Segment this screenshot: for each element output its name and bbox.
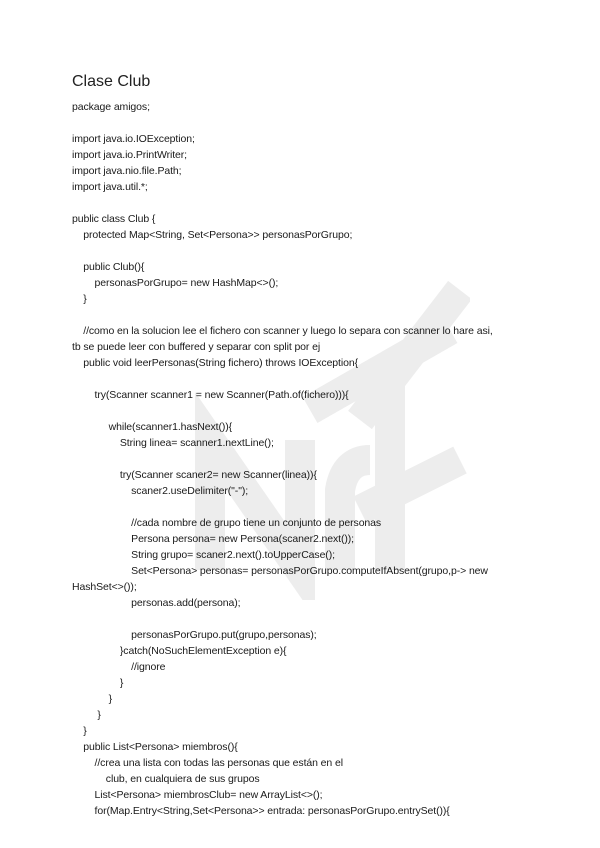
code-line: try(Scanner scaner2= new Scanner(linea)){	[72, 469, 317, 481]
code-line: List<Persona> miembrosClub= new ArrayList<>();	[72, 789, 323, 801]
code-line: String linea= scanner1.nextLine();	[72, 437, 274, 449]
code-line: //ignore	[72, 661, 166, 673]
code-line: public class Club {	[72, 213, 156, 225]
code-line: personasPorGrupo= new HashMap<>();	[72, 277, 279, 289]
code-line: while(scanner1.hasNext()){	[72, 421, 233, 433]
code-line: HashSet<>());	[72, 581, 137, 593]
code-line: }catch(NoSuchElementException e){	[72, 645, 287, 657]
code-line: //cada nombre de grupo tiene un conjunto de personas	[72, 517, 382, 529]
code-line: //crea una lista con todas las personas que están en el	[72, 757, 343, 769]
code-line: import java.io.PrintWriter;	[72, 149, 187, 161]
code-line: }	[72, 293, 87, 305]
code-line: }	[72, 693, 113, 705]
code-line: }	[72, 709, 101, 721]
code-line: club, en cualquiera de sus grupos	[72, 773, 260, 785]
code-line: tb se puede leer con buffered y separar con split por ej	[72, 341, 321, 353]
code-line: import java.nio.file.Path;	[72, 165, 182, 177]
code-line: }	[72, 677, 124, 689]
code-line: String grupo= scaner2.next().toUpperCase();	[72, 549, 335, 561]
code-line: //como en la solucion lee el fichero con scanner y luego lo separa con scanner lo hare asi,	[72, 325, 493, 337]
code-line: Set<Persona> personas= personasPorGrupo.computeIfAbsent(grupo,p-> new	[72, 565, 488, 577]
code-line: personasPorGrupo.put(grupo,personas);	[72, 629, 317, 641]
code-line: public Club(){	[72, 261, 145, 273]
code-line: protected Map<String, Set<Persona>> personasPorGrupo;	[72, 229, 353, 241]
page-title: Clase Club	[72, 73, 151, 90]
watermark-text: Nrl Z	[318, 590, 322, 591]
code-line: public void leerPersonas(String fichero) throws IOException{	[72, 357, 358, 369]
code-line: personas.add(persona);	[72, 597, 241, 609]
code-line: try(Scanner scanner1 = new Scanner(Path.of(fichero))){	[72, 389, 349, 401]
code-line: import java.io.IOException;	[72, 133, 195, 145]
code-line: package amigos;	[72, 101, 150, 113]
code-line: Persona persona= new Persona(scaner2.next());	[72, 533, 354, 545]
code-line: import java.util.*;	[72, 181, 148, 193]
code-line: public List<Persona> miembros(){	[72, 741, 238, 753]
code-line: }	[72, 725, 87, 737]
code-line: scaner2.useDelimiter("-");	[72, 485, 249, 497]
code-line: for(Map.Entry<String,Set<Persona>> entrada: personasPorGrupo.entrySet()){	[72, 805, 450, 817]
